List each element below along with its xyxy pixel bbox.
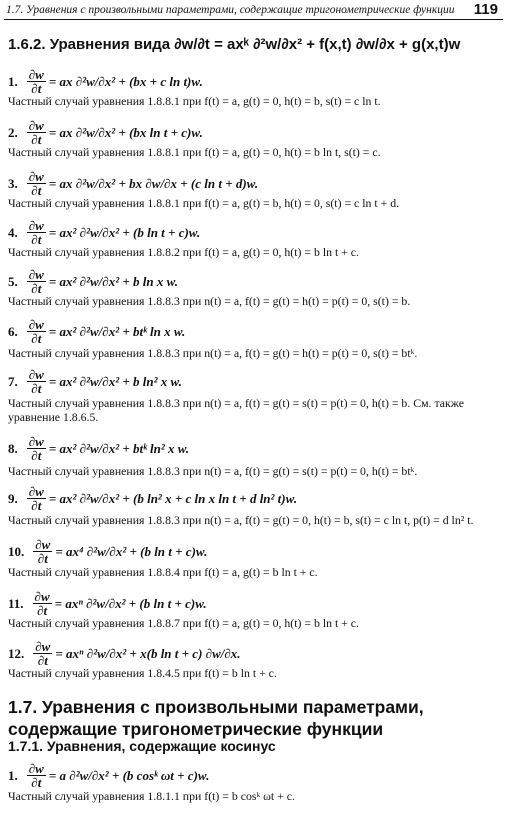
equation — [8, 590, 207, 617]
equation-note: Частный случай уравнения 1.8.1.1 при f(t) = b cosᵏ ωt + c. — [8, 789, 295, 803]
equation-number: 7. — [8, 373, 18, 389]
equation — [8, 170, 258, 197]
equation — [8, 368, 182, 395]
equation-note: Частный случай уравнения 1.8.8.1 при f(t) = a, g(t) = 0, h(t) = b, s(t) = c ln t. — [8, 94, 381, 108]
lhs-denominator: ∂t — [31, 381, 42, 396]
lhs-fraction — [33, 538, 52, 565]
equation — [8, 538, 207, 565]
equation — [8, 318, 185, 345]
equation — [8, 219, 200, 246]
lhs-denominator: ∂t — [37, 653, 48, 668]
page-number: 119 — [473, 1, 498, 18]
equation — [8, 762, 209, 789]
equation — [8, 268, 178, 295]
lhs-denominator: ∂t — [31, 775, 42, 790]
equation-rhs: = ax² ∂²w/∂x² + btᵏ ln x w. — [48, 323, 186, 339]
lhs-numerator: ∂w — [28, 169, 44, 184]
equation-number: 12. — [8, 645, 25, 661]
equation-note: Частный случай уравнения 1.8.8.3 при n(t) = a, f(t) = g(t) = s(t) = p(t) = 0, h(t) = btᵏ. — [8, 464, 418, 478]
equation-note: Частный случай уравнения 1.8.8.4 при f(t) = a, g(t) = b ln t + c. — [8, 565, 318, 579]
lhs-fraction — [33, 640, 52, 667]
header-rule — [4, 19, 503, 20]
equation-number: 2. — [8, 124, 18, 140]
lhs-denominator: ∂t — [31, 81, 42, 96]
lhs-denominator: ∂t — [31, 448, 42, 463]
lhs-fraction — [27, 762, 46, 789]
lhs-fraction — [27, 219, 46, 246]
section-heading-1-7: 1.7. Уравнения с произвольными параметрами, содержащие тригонометрические функции — [8, 697, 424, 739]
lhs-denominator: ∂t — [37, 603, 48, 618]
lhs-numerator: ∂w — [28, 218, 44, 233]
equation-rhs: = axⁿ ∂²w/∂x² + x(b ln t + c) ∂w/∂x. — [55, 645, 241, 661]
lhs-fraction — [27, 485, 46, 512]
equation-note: Частный случай уравнения 1.8.8.7 при f(t) = a, g(t) = 0, h(t) = b ln t + c. — [8, 616, 359, 630]
equation-number: 10. — [8, 543, 25, 559]
lhs-fraction — [27, 435, 46, 462]
equation-rhs: = axⁿ ∂²w/∂x² + (b ln t + c)w. — [54, 595, 207, 611]
lhs-numerator: ∂w — [35, 537, 51, 552]
lhs-denominator: ∂t — [31, 498, 42, 513]
equation-rhs: = ax⁴ ∂²w/∂x² + (b ln t + c)w. — [55, 543, 208, 559]
lhs-fraction — [27, 119, 46, 146]
lhs-fraction — [27, 368, 46, 395]
equation-rhs: = ax ∂²w/∂x² + (bx + c ln t)w. — [48, 73, 203, 89]
equation — [8, 119, 203, 146]
lhs-fraction — [27, 318, 46, 345]
lhs-numerator: ∂w — [28, 67, 44, 82]
equation-number: 8. — [8, 440, 18, 456]
equation-note: Частный случай уравнения 1.8.8.3 при n(t) = a, f(t) = g(t) = h(t) = p(t) = 0, s(t) = b. — [8, 294, 411, 308]
lhs-denominator: ∂t — [31, 132, 42, 147]
equation-rhs: = ax² ∂²w/∂x² + btᵏ ln² x w. — [48, 440, 190, 456]
equation-number: 1. — [8, 73, 18, 89]
lhs-fraction — [27, 68, 46, 95]
equation-number: 11. — [8, 595, 24, 611]
equation-note: Частный случай уравнения 1.8.8.3 при n(t) = a, f(t) = g(t) = 0, h(t) = b, s(t) = c ln t, p(t) = d ln² t. — [8, 513, 474, 527]
lhs-denominator: ∂t — [31, 331, 42, 346]
equation-note: Частный случай уравнения 1.8.8.1 при f(t) = a, g(t) = 0, h(t) = b ln t, s(t) = c. — [8, 145, 381, 159]
equation-number: 3. — [8, 175, 18, 191]
equation-rhs: = ax² ∂²w/∂x² + (b ln t + c)w. — [48, 224, 201, 240]
equation — [8, 435, 189, 462]
lhs-denominator: ∂t — [31, 281, 42, 296]
equation-number: 4. — [8, 224, 18, 240]
lhs-fraction — [27, 170, 46, 197]
equation-number: 9. — [8, 490, 18, 506]
lhs-numerator: ∂w — [28, 367, 44, 382]
equation — [8, 640, 241, 667]
page-header — [0, 0, 507, 22]
lhs-numerator: ∂w — [28, 317, 44, 332]
equation-rhs: = ax ∂²w/∂x² + bx ∂w/∂x + (c ln t + d)w. — [48, 175, 259, 191]
lhs-numerator: ∂w — [35, 639, 51, 654]
section-heading-1-6-2: 1.6.2. Уравнения вида ∂w/∂t = axᵏ ∂²w/∂x² + f(x,t) ∂w/∂x + g(x,t)w — [8, 36, 461, 53]
equation-rhs: = ax ∂²w/∂x² + (bx ln t + c)w. — [48, 124, 203, 140]
lhs-fraction — [33, 590, 52, 617]
lhs-numerator: ∂w — [28, 484, 44, 499]
equation-number: 6. — [8, 323, 18, 339]
running-head: 1.7. Уравнения с произвольными параметрами, содержащие тригонометрические функции — [6, 4, 455, 16]
equation — [8, 68, 203, 95]
equation-note: Частный случай уравнения 1.8.8.3 при n(t) = a, f(t) = g(t) = h(t) = p(t) = 0, s(t) = btᵏ. — [8, 346, 418, 360]
equation-note: Частный случай уравнения 1.8.8.1 при f(t) = a, g(t) = b, h(t) = 0, s(t) = c ln t + d. — [8, 196, 400, 210]
equation-note: Частный случай уравнения 1.8.8.2 при f(t) = a, g(t) = 0, h(t) = b ln t + c. — [8, 245, 359, 259]
equation-number: 5. — [8, 273, 18, 289]
lhs-numerator: ∂w — [34, 589, 50, 604]
lhs-numerator: ∂w — [28, 434, 44, 449]
equation-rhs: = ax² ∂²w/∂x² + b ln x w. — [48, 273, 179, 289]
equation-rhs: = a ∂²w/∂x² + (b cosᵏ ωt + c)w. — [48, 767, 210, 783]
lhs-denominator: ∂t — [31, 232, 42, 247]
equation — [8, 485, 297, 512]
lhs-denominator: ∂t — [31, 183, 42, 198]
equation-note: Частный случай уравнения 1.8.8.3 при n(t) = a, f(t) = g(t) = s(t) = p(t) = 0, h(t) = b. См. также уравнение 1.8.6.5. — [8, 396, 464, 424]
lhs-numerator: ∂w — [28, 267, 44, 282]
subsection-heading-1-7-1: 1.7.1. Уравнения, содержащие косинус — [8, 738, 276, 754]
equation-note: Частный случай уравнения 1.8.4.5 при f(t) = b ln t + c. — [8, 666, 277, 680]
lhs-denominator: ∂t — [37, 551, 48, 566]
lhs-numerator: ∂w — [28, 118, 44, 133]
lhs-fraction — [27, 268, 46, 295]
equation-number: 1. — [8, 767, 18, 783]
equation-rhs: = ax² ∂²w/∂x² + (b ln² x + c ln x ln t + d ln² t)w. — [48, 490, 298, 506]
lhs-numerator: ∂w — [28, 761, 44, 776]
equation-rhs: = ax² ∂²w/∂x² + b ln² x w. — [48, 373, 182, 389]
